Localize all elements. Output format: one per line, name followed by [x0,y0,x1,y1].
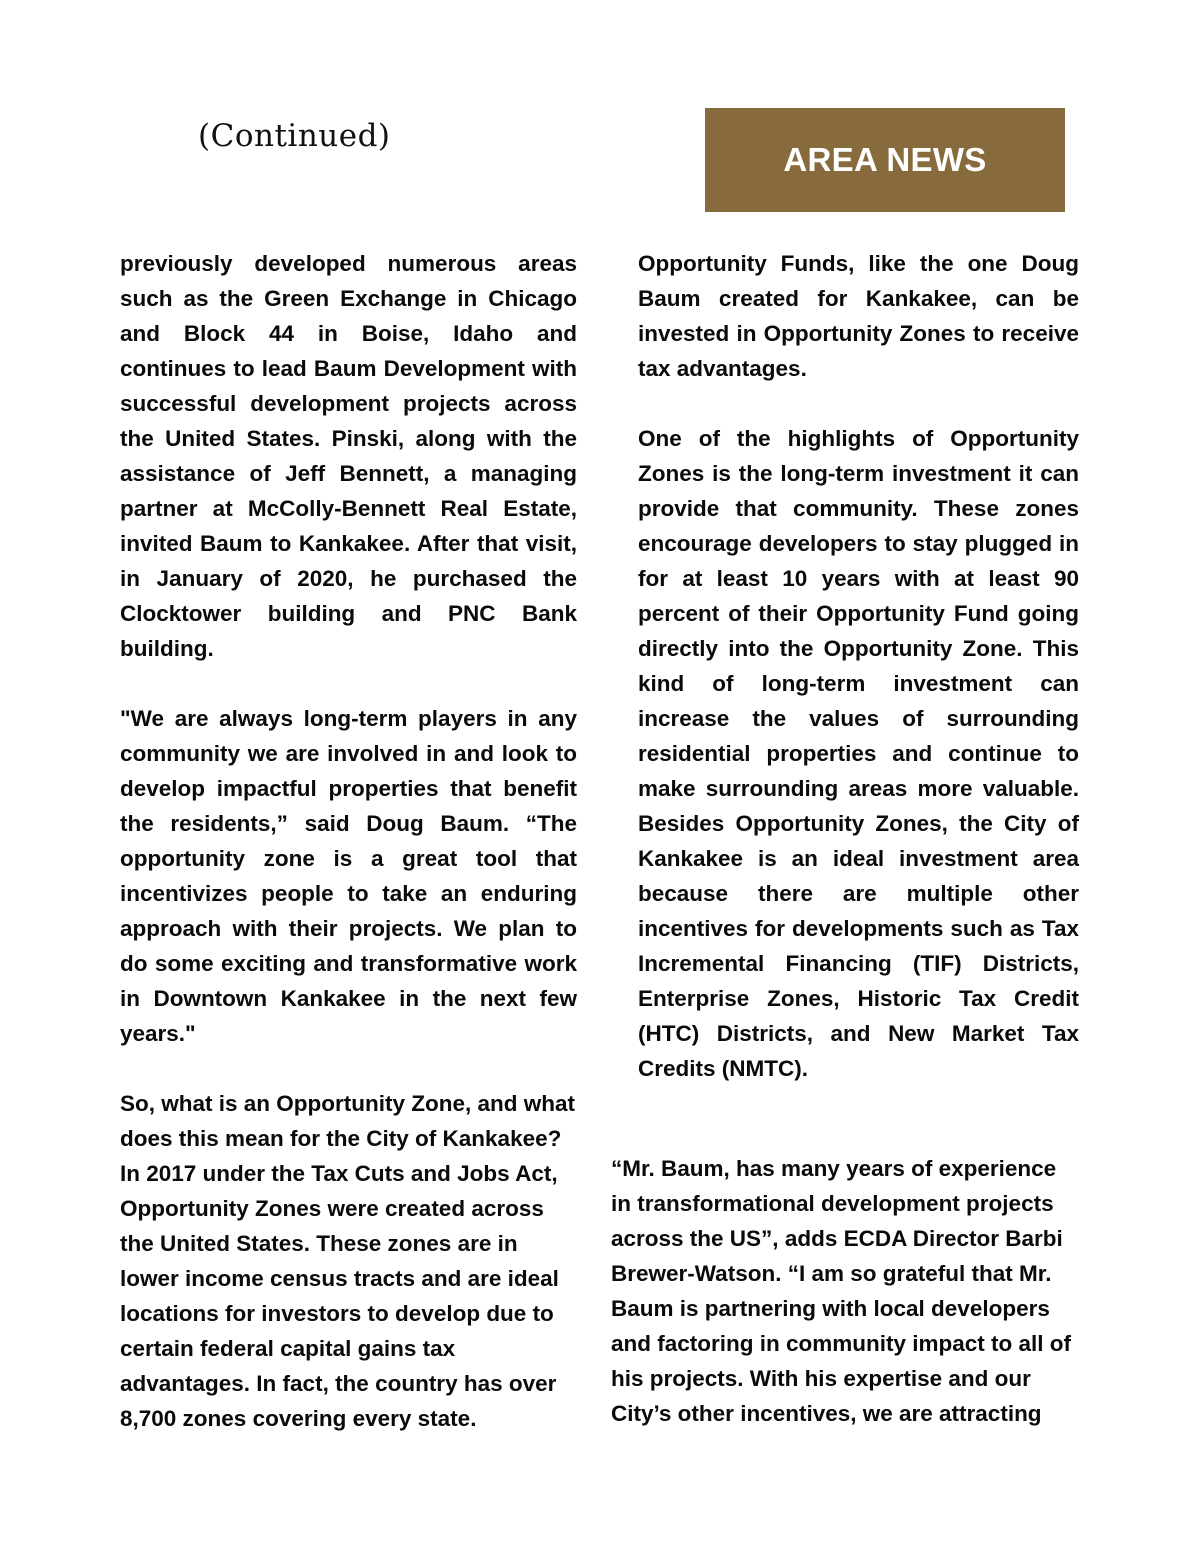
left-article-column [120,246,577,1436]
continued-label: (Continued) [198,118,391,154]
article-paragraph: So, what is an Opportunity Zone, and what does this mean for the City of Kankakee? In 2017 under the Tax Cuts and Jobs Act, Opportunity Zones were created across the United States. These zones are in lower income census tracts and are ideal locations for investors to develop due to certain federal capital gains tax advantages. In fact, the country has over 8,700 zones covering every state. [120,1091,576,1431]
article-paragraph: Opportunity Funds, like the one Doug Baum created for Kankakee, can be invested in Opportunity Zones to receive tax advantages. [638,251,1079,381]
area-news-banner-label: AREA NEWS [783,141,987,178]
article-paragraph: "We are always long-term players in any community we are involved in and look to develop impactful properties that benefit the residents,” said Doug Baum. “The opportunity zone is a great tool that incentivizes people to take an enduring approach with their projects. We plan to do some exciting and transformative work in Downtown Kankakee in the next few years." [120,706,577,1046]
article-paragraph: previously developed numerous areas such as the Green Exchange in Chicago and Block 44 in Boise, Idaho and continues to lead Baum Development with successful development projects across the United States. Pinski, along with the assistance of Jeff Bennett, a managing partner at McColly-Bennett Real Estate, invited Baum to Kankakee. After that visit, in January of 2020, he purchased the Clocktower building and PNC Bank building. [120,251,577,661]
director-quote: “Mr. Baum, has many years of experience in transformational development projects across the US”, adds ECDA Director Barbi Brewer-Watson. “I am so grateful that Mr. Baum is partnering with local developers and factoring in community impact to all of his projects. With his expertise and our City’s other incentives, we are attracting [611,1156,1072,1426]
director-quote-column [611,1151,1079,1431]
article-paragraph: One of the highlights of Opportunity Zones is the long-term investment it can provide that community. These zones encourage developers to stay plugged in for at least 10 years with at least 90 percent of their Opportunity Fund going directly into the Opportunity Zone. This kind of long-term investment can increase the values of surrounding residential properties and continue to make surrounding areas more valuable. Besides Opportunity Zones, the City of Kankakee is an ideal investment area because there are multiple other incentives for developments such as Tax Incremental Financing (TIF) Districts, Enterprise Zones, Historic Tax Credit (HTC) Districts, and New Market Tax Credits (NMTC). [638,426,1079,1081]
area-news-banner [705,108,1065,212]
right-article-column [638,246,1079,1086]
